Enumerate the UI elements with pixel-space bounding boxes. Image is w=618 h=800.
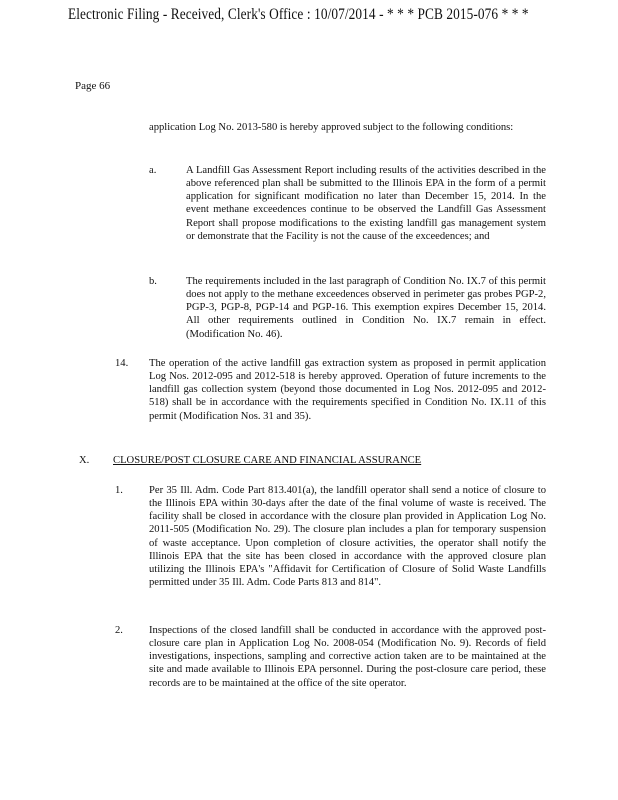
sub-item-a-label: a.	[149, 165, 157, 176]
section-item-1-text: Per 35 Ill. Adm. Code Part 813.401(a), the landfill operator shall send a notice of closure to the Illinois EPA within 30-days after the date of the final volume of waste is received. The facility shall be closed in accordance with the closure plan provided in Application Log No. 2011-505 (Modification No. 29). The closure plan includes a plan for temporary suspension of waste acceptance. Upon completion of closure activities, the operator shall notify the Illinois EPA that the site has been closed in accordance with the approved closure plan utilizing the Illinois EPA's "Affidavit for Certification of Closure of Solid Waste Landfills permitted under 35 Ill. Adm. Code Parts 813 and 814".	[149, 485, 546, 589]
section-item-1-label: 1.	[115, 485, 123, 496]
item-14-text: The operation of the active landfill gas extraction system as proposed in permit application Log Nos. 2012-095 and 2012-518 is hereby approved. Operation of future increments to the landfill gas collection system (beyond those documented in Log Nos. 2012-095 and 2012-518) shall be in accordance with the requirements specified in Condition No. IX.11 of this permit (Modification Nos. 31 and 35).	[149, 358, 546, 422]
section-item-2-label: 2.	[115, 625, 123, 636]
filing-header: Electronic Filing - Received, Clerk's Office : 10/07/2014 - * * * PCB 2015-076 * * *	[68, 6, 529, 23]
sub-item-b-text: The requirements included in the last paragraph of Condition No. IX.7 of this permit does not apply to the methane exceedences observed in perimeter gas probes PGP-2, PGP-3, PGP-8, PGP-14 and PGP-16. This exemption expires December 15, 2014. All other requirements outlined in Condition No. IX.7 remain in effect. (Modification No. 46).	[186, 276, 546, 340]
section-item-2-text: Inspections of the closed landfill shall be conducted in accordance with the approved post-closure care plan in Application Log No. 2008-054 (Modification No. 9). Records of field investigations, inspections, sampling and corrective action taken are to be maintained at the site and made available to Illinois EPA personnel. During the post-closure care period, these records are to be maintained at the office of the site operator.	[149, 625, 546, 689]
page-number: Page 66	[75, 80, 111, 92]
item-14-label: 14.	[115, 358, 129, 369]
sub-item-b-label: b.	[149, 276, 157, 287]
section-x-label: X.	[79, 455, 90, 466]
section-x-title: CLOSURE/POST CLOSURE CARE AND FINANCIAL ASSURANCE	[113, 455, 422, 466]
sub-item-a-text: A Landfill Gas Assessment Report including results of the activities described in the above referenced plan shall be submitted to the Illinois EPA in the form of a permit application for significant modification no later than December 15, 2014. In the event methane exceedences continue to be observed the Landfill Gas Assessment Report shall propose modifications to the existing landfill gas management system or demonstrate that the Facility is not the cause of the exceedences; and	[186, 165, 546, 242]
intro-paragraph: application Log No. 2013-580 is hereby approved subject to the following conditions:	[149, 122, 514, 133]
